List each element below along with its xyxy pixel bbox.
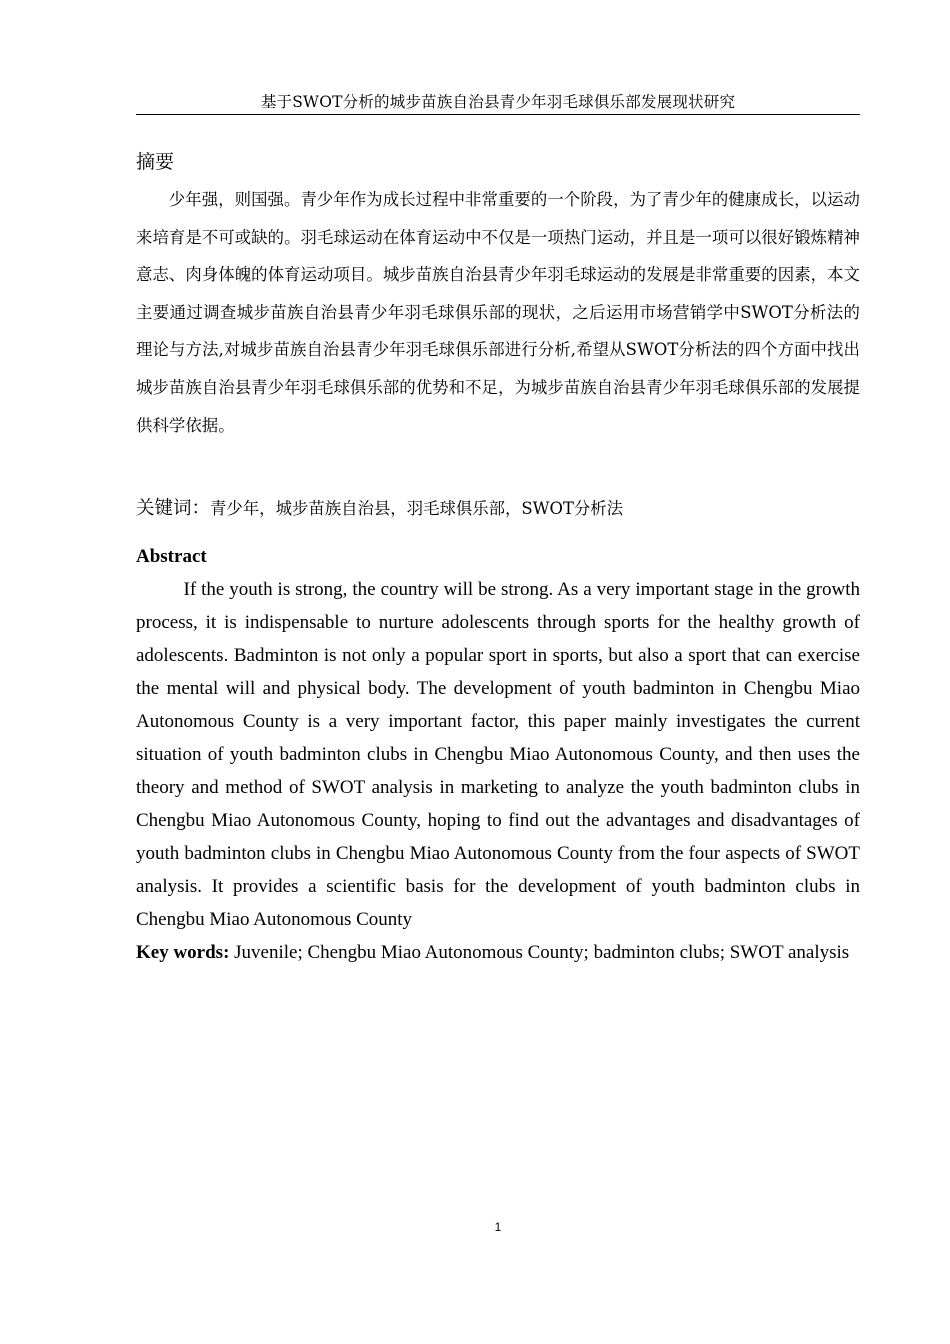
keywords-en-label: Key words: [136,942,230,963]
abstract-en-heading: Abstract [136,546,207,567]
keywords-cn-value: 青少年，城步苗族自治县，羽毛球俱乐部，SWOT分析法 [210,499,624,518]
keywords-en [136,936,860,969]
abstract-en-body: If the youth is strong, the country will be strong. As a very important stage in the growth process, it is indispensable to nurture adolescents through sports for the healthy growth of adolescents. Badminton is not only a popular sport in sports, but also a sport that can exercise the mental will and physical body. The development of youth badminton in Chengbu Miao Autonomous County is a very important factor, this paper mainly investigates the current situation of youth badminton clubs in Chengbu Miao Autonomous County, and then uses the theory and method of SWOT analysis in marketing to analyze the youth badminton clubs in Chengbu Miao Autonomous County, hoping to find out the advantages and disadvantages of youth badminton clubs in Chengbu Miao Autonomous County from the four aspects of SWOT analysis. It provides a scientific basis for the development of youth badminton clubs in Chengbu Miao Autonomous County [136,579,860,930]
running-header-title: 基于SWOT分析的城步苗族自治县青少年羽毛球俱乐部发展现状研究 [260,93,736,111]
keywords-cn [136,495,860,523]
page-number: 1 [494,1220,502,1234]
abstract-cn-body: 少年强，则国强。青少年作为成长过程中非常重要的一个阶段，为了青少年的健康成长，以运动来培育是不可或缺的。羽毛球运动在体育运动中不仅是一项热门运动，并且是一项可以很好锻炼精神意志、肉身体魄的体育运动项目。城步苗族自治县青少年羽毛球运动的发展是非常重要的因素，本文主要通过调查城步苗族自治县青少年羽毛球俱乐部的现状，之后运用市场营销学中SWOT分析法的理论与方法,对城步苗族自治县青少年羽毛球俱乐部进行分析,希望从SWOT分析法的四个方面中找出城步苗族自治县青少年羽毛球俱乐部的优势和不足，为城步苗族自治县青少年羽毛球俱乐部的发展提供科学依据。 [136,190,860,435]
abstract-cn-heading: 摘要 [136,151,175,173]
running-header [136,92,860,115]
keywords-cn-label: 关键词： [136,498,211,519]
keywords-en-value: Juvenile; Chengbu Miao Autonomous County; badminton clubs; SWOT analysis [229,942,850,963]
